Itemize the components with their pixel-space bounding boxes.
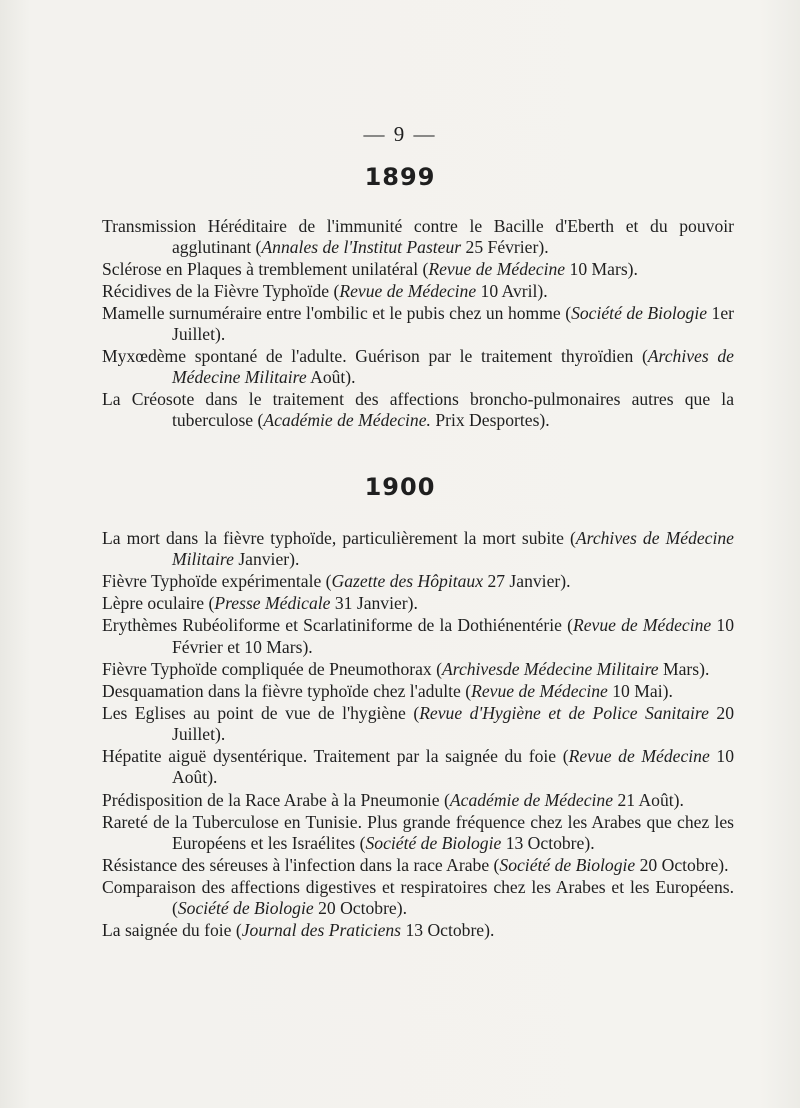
entry-date: 20 Octobre bbox=[318, 898, 397, 919]
publication-entry: La Créosote dans le traitement des affections broncho-pulmonaires autres que la tuberculose (Académie de Médecine. Prix Desportes). bbox=[102, 388, 734, 430]
entry-title: Erythèmes Rubéoliforme et Scarlatiniforme de la Dothiénentérie bbox=[102, 615, 562, 636]
publication-entry: La saignée du foie (Journal des Praticiens 13 Octobre). bbox=[102, 920, 495, 941]
entry-title: Rareté de la Tuberculose en Tunisie. Plus grande fréquence chez les Arabes que chez les Européens et les Israélites bbox=[102, 811, 734, 853]
publication-entry: Les Eglises au point de vue de l'hygiène (Revue d'Hygiène et de Police Sanitaire 20 Juillet). bbox=[102, 702, 734, 745]
entry-source: Revue de Médecine bbox=[339, 280, 477, 301]
entry-title: Sclérose en Plaques à tremblement unilatéral bbox=[102, 259, 419, 279]
entry-date: Août bbox=[310, 366, 346, 387]
entry-source: Journal des Praticiens bbox=[241, 920, 402, 941]
entry-date: 10 Mai bbox=[612, 680, 663, 701]
entry-title: Desquamation dans la fièvre typhoïde chez l'adulte bbox=[102, 680, 461, 701]
entry-date: 25 Février bbox=[465, 237, 539, 258]
entry-date: 13 Octobre bbox=[505, 832, 585, 853]
publication-entry: Sclérose en Plaques à tremblement unilatéral (Revue de Médecine 10 Mars). bbox=[102, 259, 638, 279]
entry-title: Myxœdème spontané de l'adulte. Guérison par le traitement thyroïdien bbox=[102, 345, 634, 366]
entry-source: Revue d'Hygiène et de Police Sanitaire bbox=[419, 702, 709, 723]
entry-date: Prix Desportes bbox=[435, 409, 540, 430]
entry-date: 20 Octobre bbox=[639, 854, 719, 875]
publication-entry: Fièvre Typhoïde compliquée de Pneumothorax (Archivesde Médecine Militaire Mars). bbox=[102, 658, 710, 679]
entry-source: Revue de Médecine bbox=[568, 746, 710, 767]
entry-date: 27 Janvier bbox=[487, 571, 561, 592]
entry-source: Académie de Médecine. bbox=[263, 409, 431, 430]
entry-source: Archives de Médecine Militaire bbox=[172, 345, 734, 387]
entry-title: Prédisposition de la Race Arabe à la Pneumonie bbox=[102, 789, 440, 810]
publication-entry: Erythèmes Rubéoliforme et Scarlatiniforme de la Dothiénentérie (Revue de Médecine 10 Février et 10 Mars). bbox=[102, 615, 734, 657]
publication-entry: Lèpre oculaire (Presse Médicale 31 Janvier). bbox=[102, 593, 418, 614]
entry-title: Hépatite aiguë dysentérique. Traitement par la saignée du foie bbox=[102, 746, 557, 767]
publication-entry: Rareté de la Tuberculose en Tunisie. Plus grande fréquence chez les Arabes que chez les Européens et les Israélites (Société de Biologie 13 Octobre). bbox=[102, 811, 734, 853]
publication-entry: Prédisposition de la Race Arabe à la Pneumonie (Académie de Médecine 21 Août). bbox=[102, 789, 684, 810]
entry-title: Transmission Héréditaire de l'immunité contre le Bacille d'Eberth et du pouvoir agglutinant bbox=[102, 216, 734, 258]
entry-title: Les Eglises au point de vue de l'hygiène bbox=[102, 702, 406, 723]
entry-source: Revue de Médecine bbox=[471, 680, 608, 701]
publication-entry: Myxœdème spontané de l'adulte. Guérison par le traitement thyroïdien (Archives de Médecine Militaire Août). bbox=[102, 345, 734, 387]
publication-entry: Mamelle surnuméraire entre l'ombilic et le pubis chez un homme (Société de Biologie 1er Juillet). bbox=[102, 302, 735, 344]
publication-entry: La mort dans la fièvre typhoïde, particulièrement la mort subite (Archives de Médecine Militaire Janvier). bbox=[102, 528, 734, 570]
entry-title: Récidives de la Fièvre Typhoïde bbox=[102, 280, 330, 301]
publication-list-1899 bbox=[102, 216, 734, 432]
publication-entry: Fièvre Typhoïde expérimentale (Gazette des Hôpitaux 27 Janvier). bbox=[102, 571, 571, 592]
entry-title: Résistance des séreuses à l'infection dans la race Arabe bbox=[102, 854, 490, 875]
publication-entry: Récidives de la Fièvre Typhoïde (Revue de Médecine 10 Avril). bbox=[102, 280, 548, 301]
entry-date: Janvier bbox=[238, 549, 290, 570]
entry-date: 13 Octobre bbox=[405, 920, 485, 941]
page-number: — 9 — bbox=[363, 122, 437, 146]
entry-title: La mort dans la fièvre typhoïde, particulièrement la mort subite bbox=[102, 528, 564, 548]
entry-source: Presse Médicale bbox=[214, 593, 331, 614]
entry-title: Fièvre Typhoïde compliquée de Pneumothorax bbox=[102, 658, 432, 679]
publication-entry: Résistance des séreuses à l'infection dans la race Arabe (Société de Biologie 20 Octobre). bbox=[102, 854, 729, 875]
section-year-1900: 1900 bbox=[364, 473, 436, 501]
entry-source: Revue de Médecine bbox=[428, 259, 566, 279]
entry-source: Revue de Médecine bbox=[572, 615, 712, 636]
entry-date: 10 Août bbox=[172, 746, 734, 788]
publication-entry: Hépatite aiguë dysentérique. Traitement par la saignée du foie (Revue de Médecine 10 Août). bbox=[102, 746, 734, 788]
entry-date: 21 Août bbox=[617, 789, 674, 810]
entry-title: Lèpre oculaire bbox=[102, 593, 205, 614]
entry-source: Archivesde Médecine Militaire bbox=[442, 658, 659, 679]
section-year-1899: 1899 bbox=[364, 163, 436, 191]
entry-source: Académie de Médecine bbox=[449, 789, 614, 810]
entry-title: La Créosote dans le traitement des affections broncho-pulmonaires autres que la tuberculose bbox=[102, 388, 734, 430]
entry-date: 10 Mars bbox=[569, 259, 628, 279]
publication-entry: Transmission Héréditaire de l'immunité contre le Bacille d'Eberth et du pouvoir agglutinant (Annales de l'Institut Pasteur 25 Février). bbox=[102, 216, 734, 258]
entry-date: 1er Juillet bbox=[172, 302, 735, 344]
entry-date: 31 Janvier bbox=[334, 593, 408, 614]
entry-title: Comparaison des affections digestives et respiratoires chez les Arabes et les Européens. bbox=[102, 877, 734, 898]
entry-date: 20 Juillet bbox=[172, 702, 734, 745]
entry-source: Société de Biologie bbox=[177, 898, 314, 919]
publication-entry: Comparaison des affections digestives et respiratoires chez les Arabes et les Européens. (Société de Biologie 20 Octobre). bbox=[102, 877, 734, 919]
entry-source: Annales de l'Institut Pasteur bbox=[261, 237, 462, 258]
entry-title: La saignée du foie bbox=[102, 920, 232, 941]
entry-title: Mamelle surnuméraire entre l'ombilic et le pubis chez un homme bbox=[102, 302, 561, 323]
entry-date: 10 Avril bbox=[480, 280, 538, 301]
publication-entry: Desquamation dans la fièvre typhoïde chez l'adulte (Revue de Médecine 10 Mai). bbox=[102, 680, 673, 701]
publication-list-1900 bbox=[102, 528, 734, 942]
entry-source: Société de Biologie bbox=[499, 854, 636, 875]
entry-title: Fièvre Typhoïde expérimentale bbox=[102, 571, 322, 592]
entry-date: Mars bbox=[662, 658, 700, 679]
entry-date: 10 Février et 10 Mars bbox=[172, 615, 734, 657]
entry-source: Gazette des Hôpitaux bbox=[331, 571, 484, 592]
entry-source: Archives de Médecine Militaire bbox=[172, 528, 734, 570]
entry-source: Société de Biologie bbox=[365, 832, 502, 853]
entry-source: Société de Biologie bbox=[571, 302, 708, 323]
